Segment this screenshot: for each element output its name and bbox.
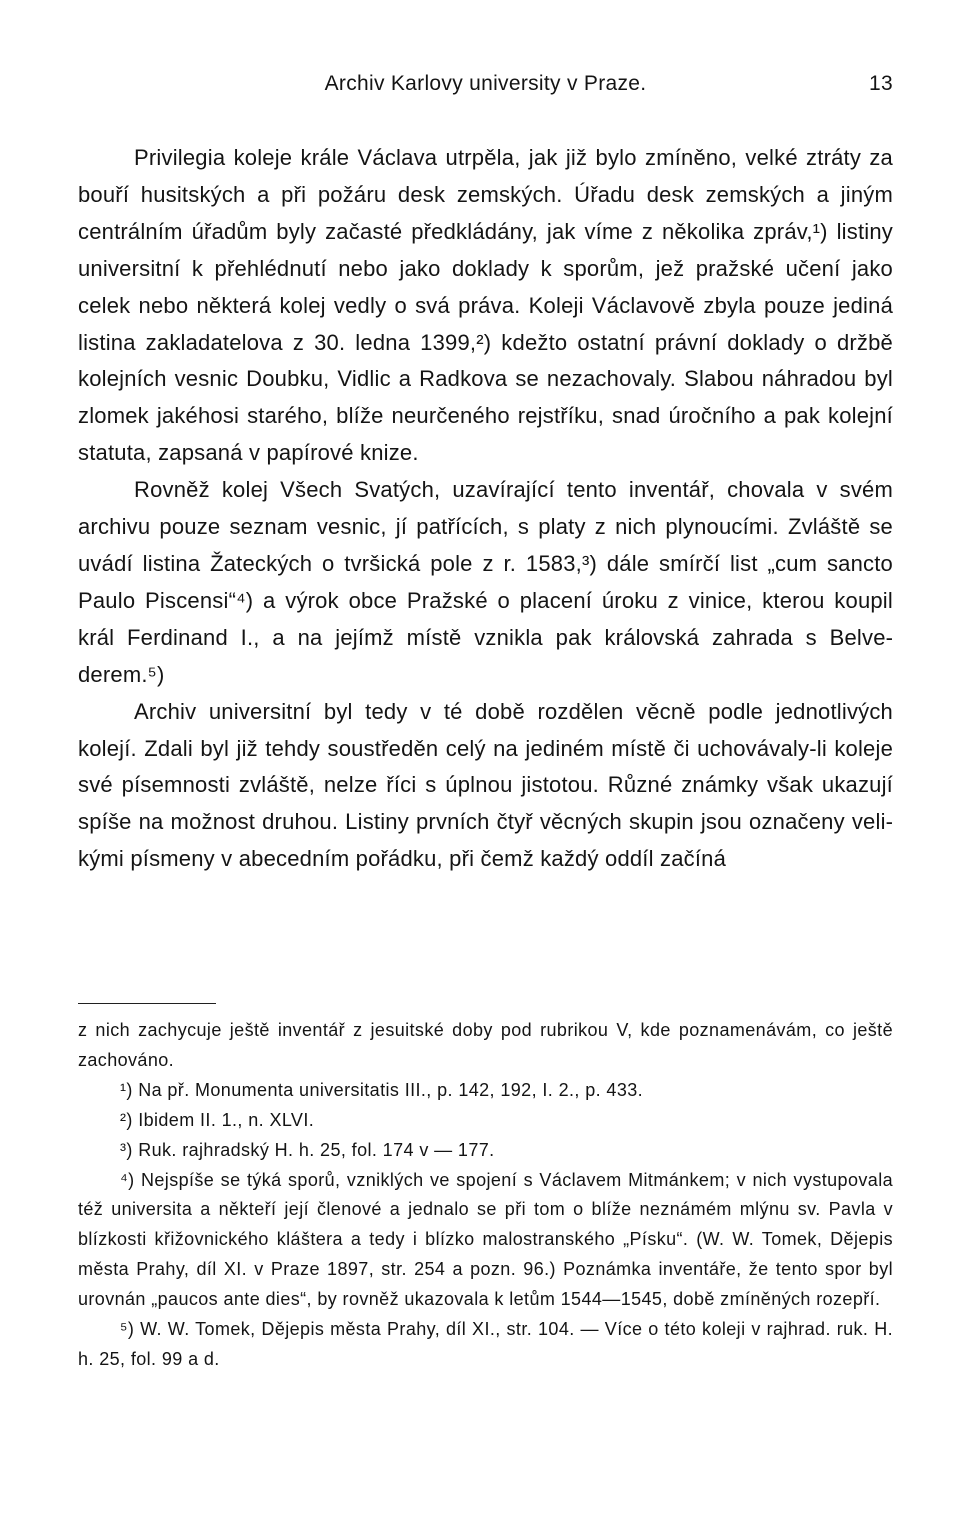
running-title: Archiv Karlovy university v Praze. (324, 72, 647, 95)
footnote-2: ²) Ibidem II. 1., n. XLVI. (120, 1109, 315, 1130)
paragraph-privileges: Privilegia koleje krále Václava utrpěla, jak již bylo zmíněno, velké ztráty za bouří husitských a při požáru desk zemských. Úřadu desk zemských a jiným centrálním úřadům byly začasté předkládány, jak víme z několika zpráv,¹) listiny universitní k přehlédnutí nebo jako doklady k sporům, jež pražské učení jako celek nebo některá kolej vedly o svá práva. Koleji Václavově zbyla pouze jediná listina zakladatelova z 30. ledna 1399,²) kdežto ostatní právní doklady o držbě kolejních vesnic Doubku, Vidlic a Radkova se nezachovaly. Slabou náhradou byl zlomek jakéhosi starého, blíže neurčeného rejstříku, snad úročního a pak kolejní statuta, zapsaná v papírové knize. (78, 145, 893, 466)
footnotes (78, 1016, 893, 1375)
footnote-1: ¹) Na př. Monumenta universitatis III., p. 142, 192, I. 2., p. 433. (120, 1079, 644, 1100)
running-header (78, 72, 893, 108)
page-number: 13 (869, 72, 893, 95)
body-text (78, 140, 893, 878)
footnote-continuation: z nich zachycuje ještě inventář z jesuitské doby pod rubrikou V, kde poznamenávám, co ještě zachováno. (78, 1020, 893, 1070)
footnote-separator (78, 1003, 216, 1004)
paragraph-university-archive: Archiv universitní byl tedy v té době rozdělen věcně podle jednotlivých kolejí. Zdali byl již tehdy soustředěn celý na jediném místě či uchovávaly-li koleje své písemnosti zvláště, nelze říci s úplnou jistotou. Různé známky však ukazují spíše na možnost druhou. Listiny prvních čtyř věcných skupin jsou označeny velikými písmeny v abecedním pořádku, při čemž každý oddíl začíná (78, 698, 893, 872)
footnote-4: ⁴) Nejspíše se týká sporů, vzniklých ve spojení s Václavem Mitmánkem; v nich vystupovala též universita a někteří její členové a jednalo se při tom o blíže neznámém mlýnu sv. Pavla v blízkosti křižovnického kláštera a tedy i blízko malostranského „Písku“. (W. W. Tomek, Dějepis města Prahy, díl XI. v Praze 1897, str. 254 a pozn. 96.) Poznámka inventáře, že tento spor byl urovnán „paucos ante dies“, by rovněž ukazovala k letům 1544—1545, době zmíněných rozepří. (78, 1169, 893, 1310)
footnote-3: ³) Ruk. rajhradský H. h. 25, fol. 174 v — 177. (120, 1139, 495, 1160)
paragraph-all-saints-college: Rovněž kolej Všech Svatých, uzavírající tento inventář, chovala v svém archivu pouze seznam vesnic, jí patřících, s platy z nich plynoucími. Zvláště se uvádí listina Žateckých o tvršická pole z r. 1583,³) dále smírčí list „cum sancto Paulo Piscensi“⁴) a výrok obce Pražské o placení úroku z vinice, kterou koupil král Ferdinand I., a na jejímž místě vznikla pak královská zahrada s Belvederem.⁵) (78, 477, 893, 687)
footnote-5: ⁵) W. W. Tomek, Dějepis města Prahy, díl XI., str. 104. — Více o této koleji v rajhrad. ruk. H. h. 25, fol. 99 a d. (78, 1319, 893, 1369)
